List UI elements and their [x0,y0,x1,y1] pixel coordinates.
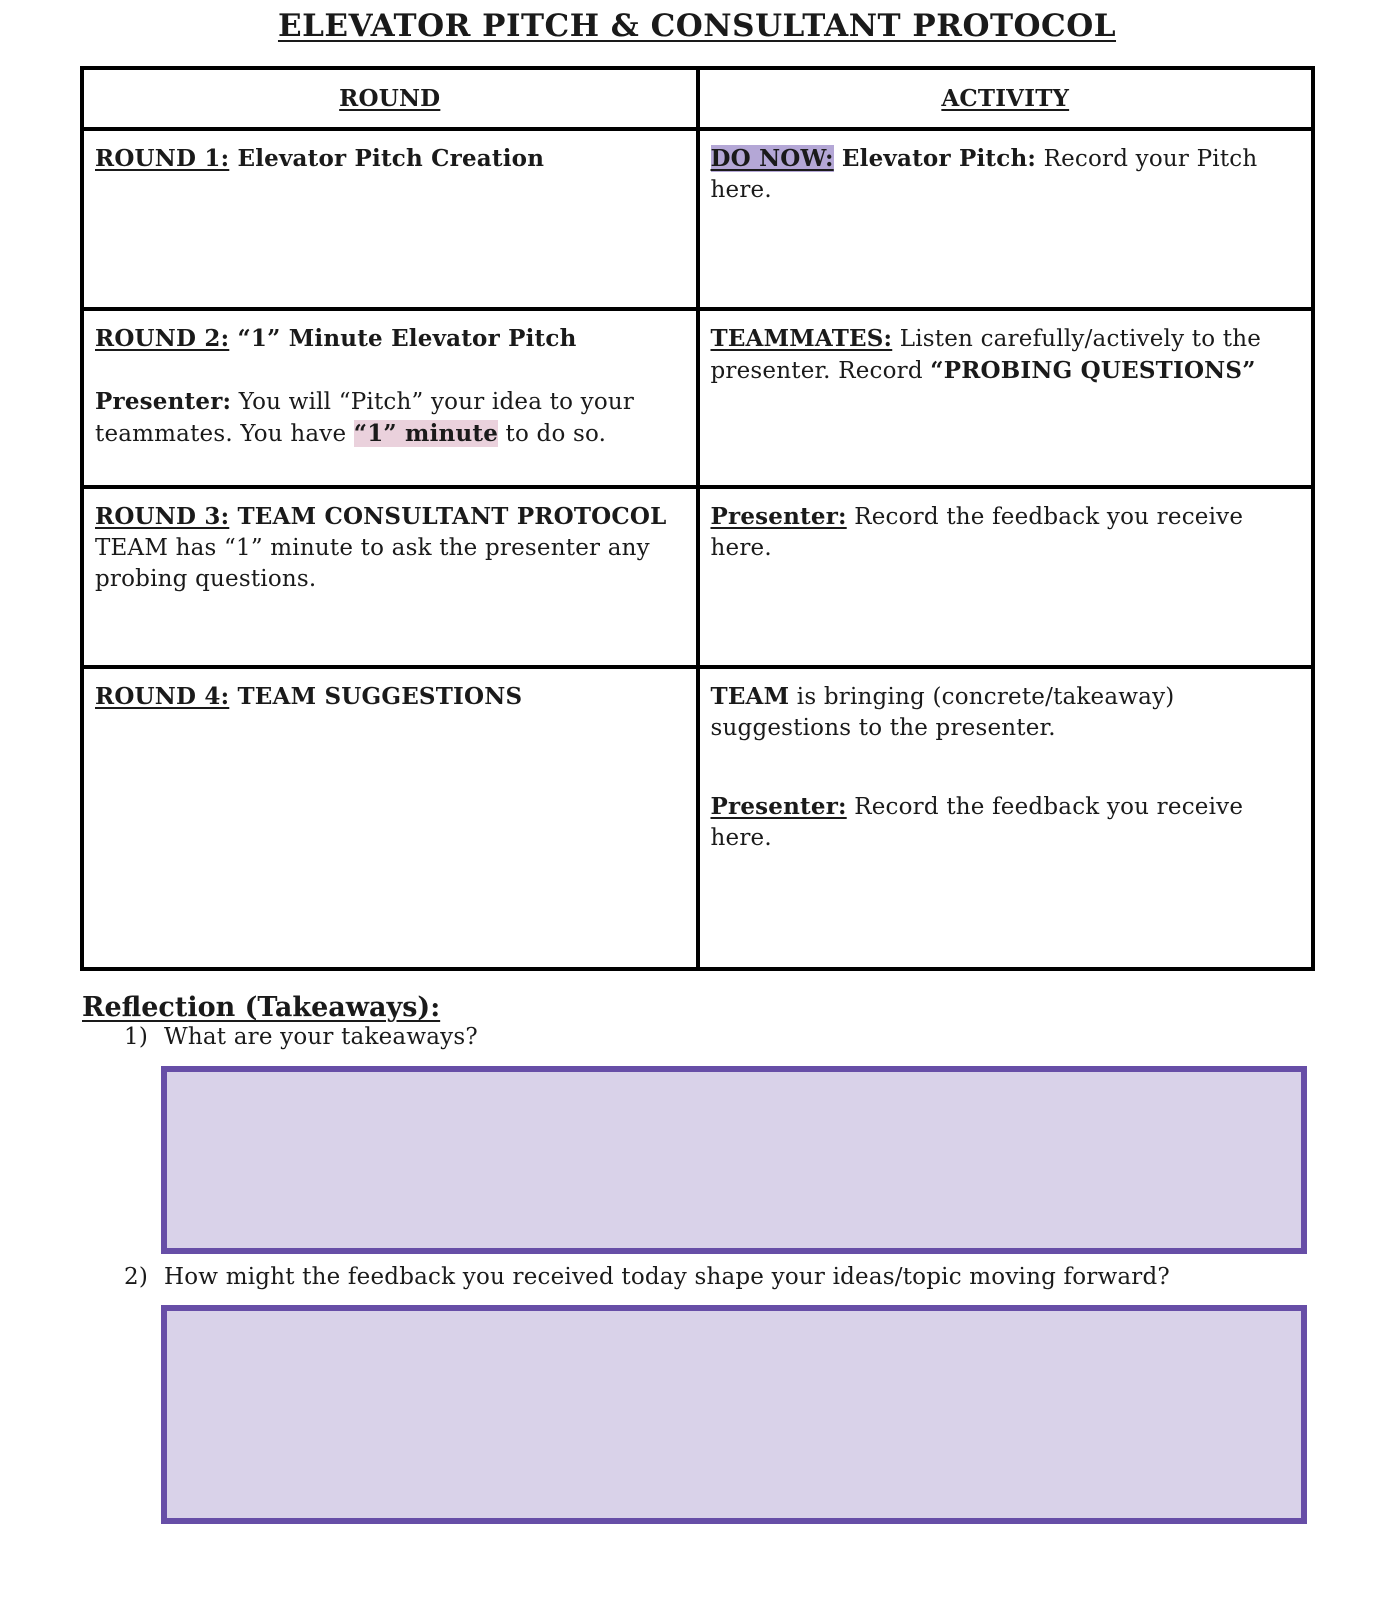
reflection-heading: Reflection (Takeaways): [82,992,441,1023]
activity-text: is bringing (concrete/takeaway) suggestions to the presenter. [710,684,1175,741]
round-label: ROUND 1: [95,145,230,172]
table-row [82,309,1313,487]
table-header-row [82,68,1313,129]
round-title: TEAM CONSULTANT PROTOCOL [229,503,667,530]
header-activity: ACTIVITY [698,68,1314,129]
round-1-cell [82,129,698,309]
table-row [82,129,1313,309]
page-title: ELEVATOR PITCH & CONSULTANT PROTOCOL [277,8,1117,44]
team-label: TEAM [710,683,790,710]
protocol-table [80,66,1315,971]
presenter-tag: Presenter: [710,503,847,530]
activity-text: Listen carefully/actively to the presenter. Record [710,326,1262,384]
takeaways-answer-box[interactable] [161,1066,1307,1254]
activity-2-cell[interactable] [698,309,1314,487]
table-row [82,667,1313,969]
round-3-cell [82,487,698,667]
activity-4-cell[interactable] [698,667,1314,969]
presenter-label: Presenter: [95,388,232,415]
question-text: How might the feedback you received today shape your ideas/topic moving forward? [164,1264,1170,1290]
activity-bold: Elevator Pitch: [833,145,1037,172]
feedback-answer-box[interactable] [161,1305,1307,1524]
table-row [82,487,1313,667]
round-label: ROUND 2: [95,325,230,352]
activity-text-2: Record the feedback you receive here. [710,794,1244,851]
round-4-cell [82,667,698,969]
presenter-text: You will “Pitch” your idea to your teammates. You have [95,389,635,447]
activity-3-cell[interactable] [698,487,1314,667]
presenter-tail: to do so. [498,421,607,447]
activity-1-cell[interactable] [698,129,1314,309]
presenter-tag: Presenter: [710,793,847,820]
round-text: TEAM has “1” minute to ask the presenter any probing questions. [95,535,650,592]
round-label: ROUND 3: [95,503,230,530]
probing-questions-label: “PROBING QUESTIONS” [930,357,1256,384]
round-title: “1” Minute Elevator Pitch [229,325,577,352]
round-title: Elevator Pitch Creation [229,145,545,172]
round-2-cell [82,309,698,487]
question-number: 2) [124,1264,149,1290]
round-title: TEAM SUGGESTIONS [229,683,523,710]
do-now-tag: DO NOW: [710,145,834,172]
one-minute-highlight: “1” minute [353,420,499,447]
round-label: ROUND 4: [95,683,230,710]
activity-text: Record your Pitch here. [710,146,1258,203]
header-round: ROUND [82,68,698,129]
activity-text: Record the feedback you receive here. [710,504,1244,561]
question-text: What are your takeaways? [164,1024,478,1050]
question-number: 1) [124,1024,149,1050]
teammates-tag: TEAMMATES: [710,325,893,352]
